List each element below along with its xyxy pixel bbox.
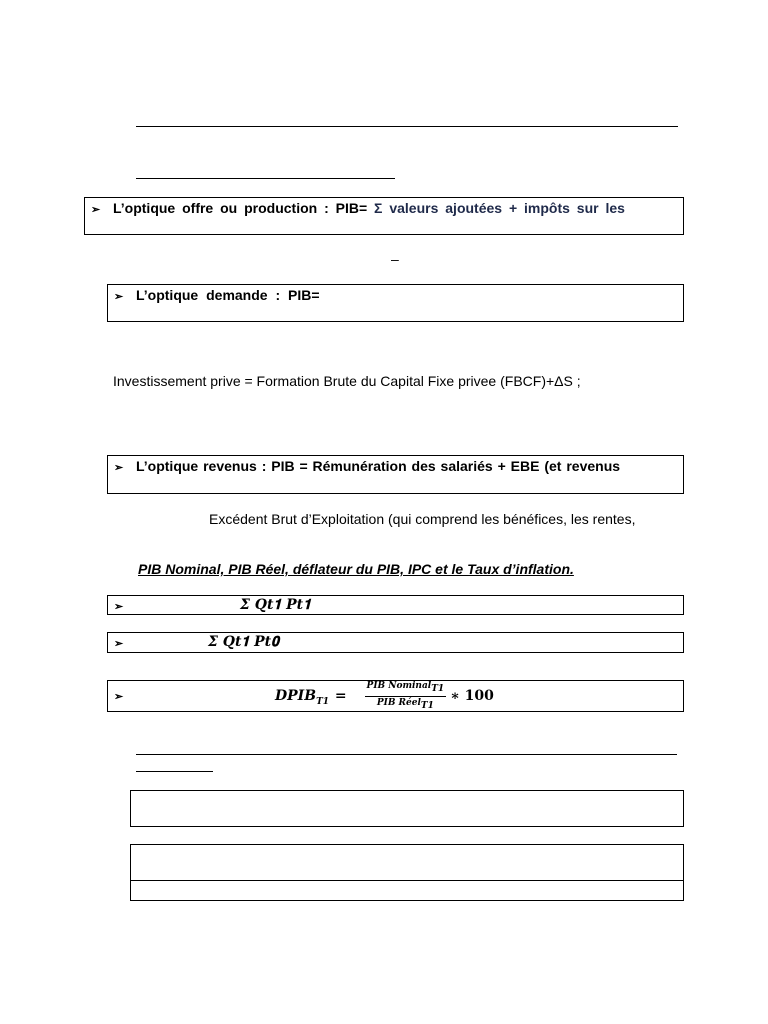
arrow-bullet-icon: ➢ [114,462,124,474]
top-rule [136,126,678,127]
optique-offre-sum: Σ valeurs ajoutées + impôts sur les [374,200,625,216]
deflateur-lhs: $DPIB_{T1}$ [275,688,330,707]
deflateur-formula [275,680,494,710]
optique-offre-line [91,200,677,218]
box-pib-nominal [107,595,684,615]
optique-revenus-line [114,458,620,476]
answer-rule-long [136,754,677,755]
dash-mark: – [391,251,399,267]
arrow-bullet-icon: ➢ [91,204,101,216]
pib-reel-line [114,634,136,652]
deflateur-arrow-line [114,687,136,705]
investissement-text: Investissement prive = Formation Brute du Capital Fixe privee (FBCF)+ΔS ; [113,373,581,389]
heading-rule [136,178,395,179]
ebe-text: Excédent Brut d’Exploitation (qui comprend les bénéfices, les rentes, [209,511,636,527]
empty-box-2 [130,844,684,881]
arrow-bullet-icon: ➢ [114,638,124,650]
empty-box-1 [130,790,684,827]
empty-box-3 [130,880,684,901]
arrow-bullet-icon: ➢ [114,601,124,613]
box-pib-reel [107,632,684,653]
optique-demande-line [114,287,320,305]
deflateur-fraction [365,681,447,712]
arrow-bullet-icon: ➢ [114,291,124,303]
equals-sign: = [334,688,347,704]
optique-offre-label: L’optique offre ou production : PIB= [113,200,375,216]
fraction-denominator: PIB Réel$_{T1}$ [376,697,434,711]
optique-revenus-label: L’optique revenus : PIB = Rémunération des salariés + EBE (et revenus [136,458,621,474]
optique-demande-label: L’optique demande : PIB= [136,287,320,303]
pib-reel-formula: Σ 𝑸𝒕𝟏 𝑷𝒕𝟎 [208,634,279,650]
pib-nominal-line [114,597,136,615]
times-hundred: ∗ 100 [450,688,494,704]
pib-nominal-formula: Σ 𝑸𝒕𝟏 𝑷𝒕𝟏 [240,597,311,613]
answer-rule-short [136,771,213,772]
fraction-numerator: PIB Nominal$_{T1}$ [365,681,447,697]
section-title: PIB Nominal, PIB Réel, déflateur du PIB, IPC et le Taux d’inflation. [138,561,574,577]
arrow-bullet-icon: ➢ [114,691,124,703]
